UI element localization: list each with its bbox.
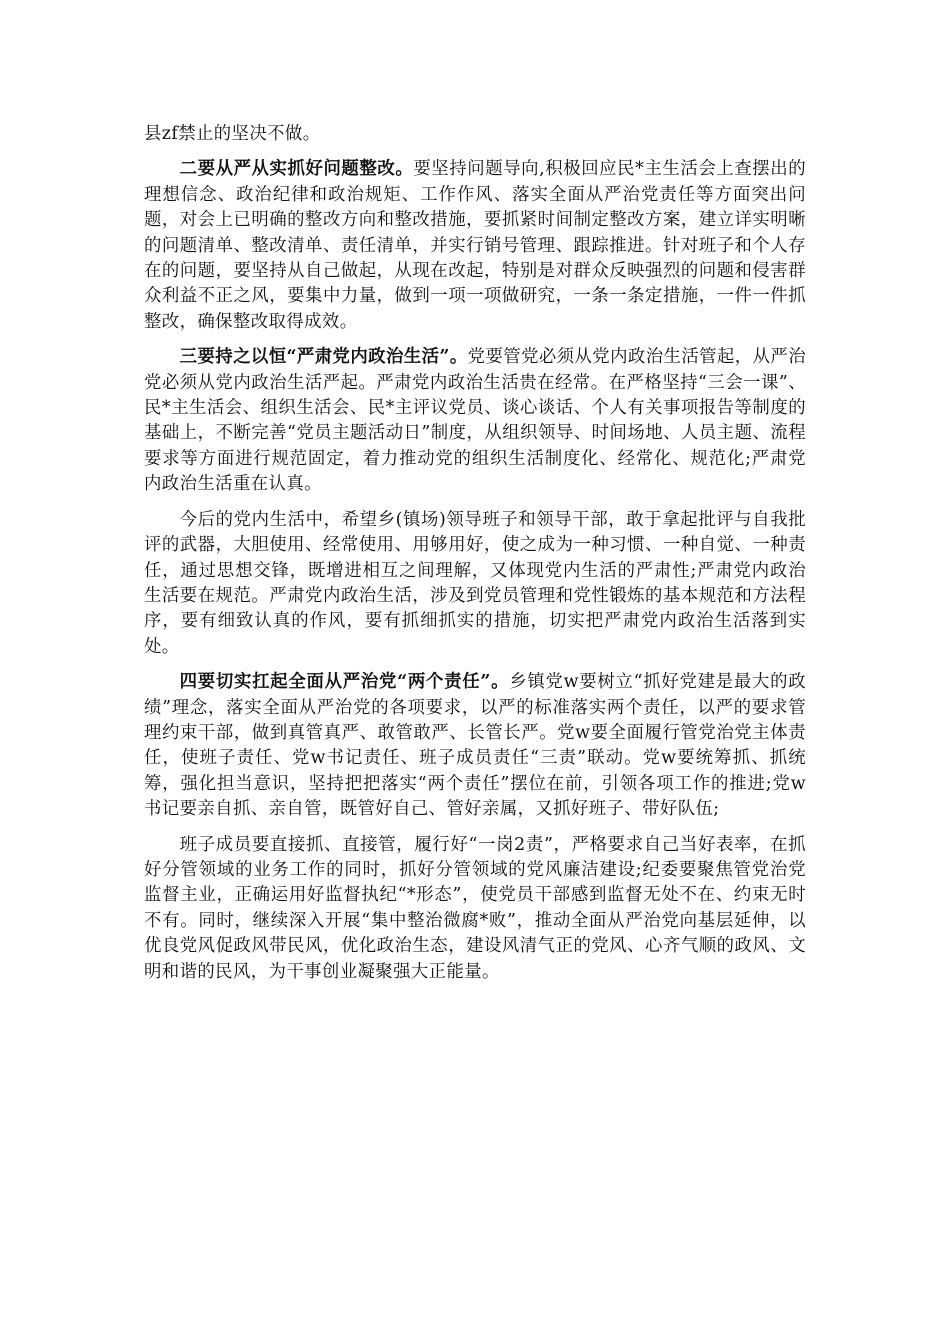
- paragraph-text: 要坚持问题导向,积极回应民*主生活会上查摆出的理想信念、政治纪律和政治规矩、工作作风、落实全面从严治党责任等方面突出问题，对会上已明确的整改方向和整改措施，要抓紧时间制定整改方案，建立详实明晰的问题清单、整改清单、责任清单，并实行销号管理、跟踪推进。针对班子和个人存在的问题，要坚持从自己做起，从现在改起，特别是对群众反映强烈的问题和侵害群众利益不正之风，要集中力量，做到一项一项做研究，一条一条定措施，一件一件抓整改，确保整改取得成效。: [144, 159, 806, 332]
- paragraph-text: 党要管党必须从党内政治生活管起，从严治党必须从党内政治生活严起。严肃党内政治生活贵在经常。在严格坚持“三会一课”、民*主生活会、组织生活会、民*主评议党员、谈心谈话、个人有关事项报告等制度的基础上，不断完善“党员主题活动日”制度，从组织领导、时间场地、人员主题、流程要求等方面进行规范固定，着力推动党的组织生活制度化、经常化、规范化;严肃党内政治生活重在认真。: [144, 347, 806, 495]
- document-body: [144, 122, 806, 995]
- paragraph-lead: 三要持之以恒“严肃党内政治生活”。: [179, 347, 468, 368]
- paragraph-text: 班子成员要直接抓、直接管，履行好“一岗2责”，严格要求自己当好表率，在抓好分管领域的业务工作的同时，抓好分管领域的党风廉洁建设;纪委要聚焦管党治党监督主业，正确运用好监督执纪“*形态”，使党员干部感到监督无处不在、约束无时不有。同时，继续深入开展“集中整治微腐*败”，推动全面从严治党向基层延伸，以优良党风促政风带民风，优化政治生态，建设风清气正的党风、心齐气顺的政风、文明和谐的民风，为干事创业凝聚强大正能量。: [144, 834, 806, 982]
- paragraph-text: 今后的党内生活中，希望乡(镇场)领导班子和领导干部，敢于拿起批评与自我批评的武器，大胆使用、经常使用、用够用好，使之成为一种习惯、一种自觉、一种责任，通过思想交锋，既增进相互之间理解，又体现党内生活的严肃性;严肃党内政治生活要在规范。严肃党内政治生活，涉及到党员管理和党性锻炼的基本规范和方法程序，要有细致认真的作风，要有抓细抓实的措施，切实把严肃党内政治生活落到实处。: [144, 509, 806, 657]
- paragraph-continuation: [144, 122, 806, 147]
- paragraph-lead: 四要切实扛起全面从严治党“两个责任”。: [179, 672, 510, 693]
- paragraph-two-responsibilities: [144, 670, 806, 822]
- paragraph-political-life: [144, 345, 806, 497]
- paragraph-team-members: [144, 833, 806, 985]
- paragraph-text: 乡镇党w要树立“抓好党建是最大的政绩”理念，落实全面从严治党的各项要求，以严的标准落实两个责任，以严的要求管理约束干部，做到真管真严、敢管敢严、长管长严。党w要全面履行管党治党主体责任，使班子责任、党w书记责任、班子成员责任“三责”联动。党w要统筹抓、抓统筹，强化担当意识，坚持把把落实“两个责任”摆位在前，引领各项工作的推进;党w书记要亲自抓、亲自管，既管好自己、管好亲属，又抓好班子、带好队伍;: [144, 672, 807, 820]
- paragraph-lead: 二要从严从实抓好问题整改。: [179, 159, 414, 180]
- paragraph-rectification: [144, 157, 806, 335]
- paragraph-text: 县zf禁止的坚决不做。: [144, 124, 321, 144]
- paragraph-criticism: [144, 508, 806, 660]
